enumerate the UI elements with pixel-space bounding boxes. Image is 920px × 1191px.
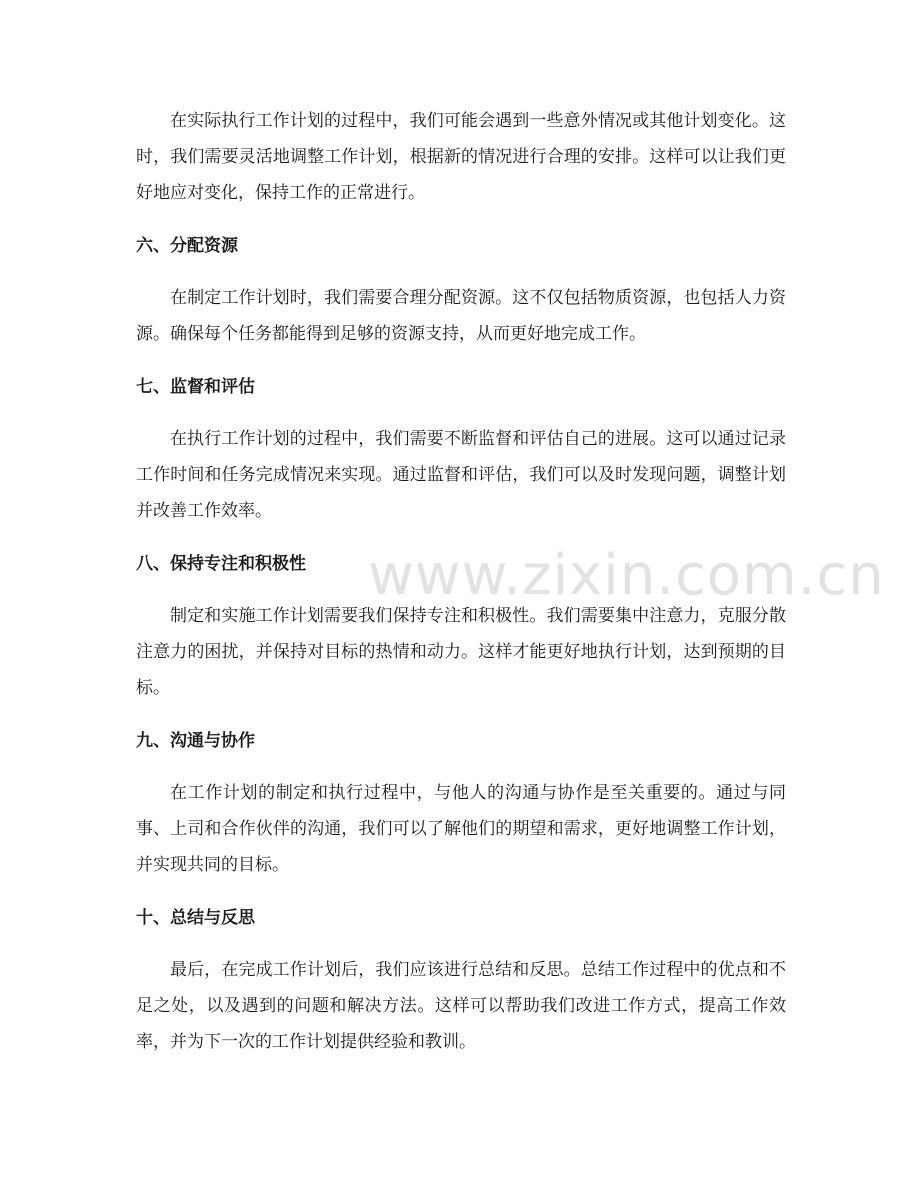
section-heading: 八、保持专注和积极性 bbox=[136, 554, 306, 574]
section-9 bbox=[136, 723, 786, 900]
section-heading: 七、监督和评估 bbox=[136, 377, 255, 397]
intro-paragraph: 在实际执行工作计划的过程中，我们可能会遇到一些意外情况或其他计划变化。这时，我们需要灵活地调整工作计划，根据新的情况进行合理的安排。这样可以让我们更好地应对变化，保持工作的正常进行。 bbox=[136, 111, 786, 203]
watermark: www.zixin.com.cn bbox=[368, 543, 885, 608]
section-paragraph: 制定和实施工作计划需要我们保持专注和积极性。我们需要集中注意力，克服分散注意力的困扰，并保持对目标的热情和动力。这样才能更好地执行计划，达到预期的目标。 bbox=[136, 606, 786, 698]
section-heading: 九、沟通与协作 bbox=[136, 731, 255, 751]
section-8 bbox=[136, 546, 786, 723]
section-paragraph: 在执行工作计划的过程中，我们需要不断监督和评估自己的进展。这可以通过记录工作时间和任务完成情况来实现。通过监督和评估，我们可以及时发现问题，调整计划并改善工作效率。 bbox=[136, 429, 786, 521]
document-body bbox=[136, 103, 786, 1060]
section-10 bbox=[136, 900, 786, 1060]
section-7 bbox=[136, 369, 786, 546]
section-paragraph: 在工作计划的制定和执行过程中，与他人的沟通与协作是至关重要的。通过与同事、上司和合作伙伴的沟通，我们可以了解他们的期望和需求，更好地调整工作计划，并实现共同的目标。 bbox=[136, 783, 786, 875]
section-heading: 六、分配资源 bbox=[136, 236, 238, 256]
section-6 bbox=[136, 228, 786, 369]
section-paragraph: 在制定工作计划时，我们需要合理分配资源。这不仅包括物质资源，也包括人力资源。确保每个任务都能得到足够的资源支持，从而更好地完成工作。 bbox=[136, 288, 786, 344]
section-heading: 十、总结与反思 bbox=[136, 908, 255, 928]
section-paragraph: 最后，在完成工作计划后，我们应该进行总结和反思。总结工作过程中的优点和不足之处，以及遇到的问题和解决方法。这样可以帮助我们改进工作方式，提高工作效率，并为下一次的工作计划提供经验和教训。 bbox=[136, 960, 786, 1052]
